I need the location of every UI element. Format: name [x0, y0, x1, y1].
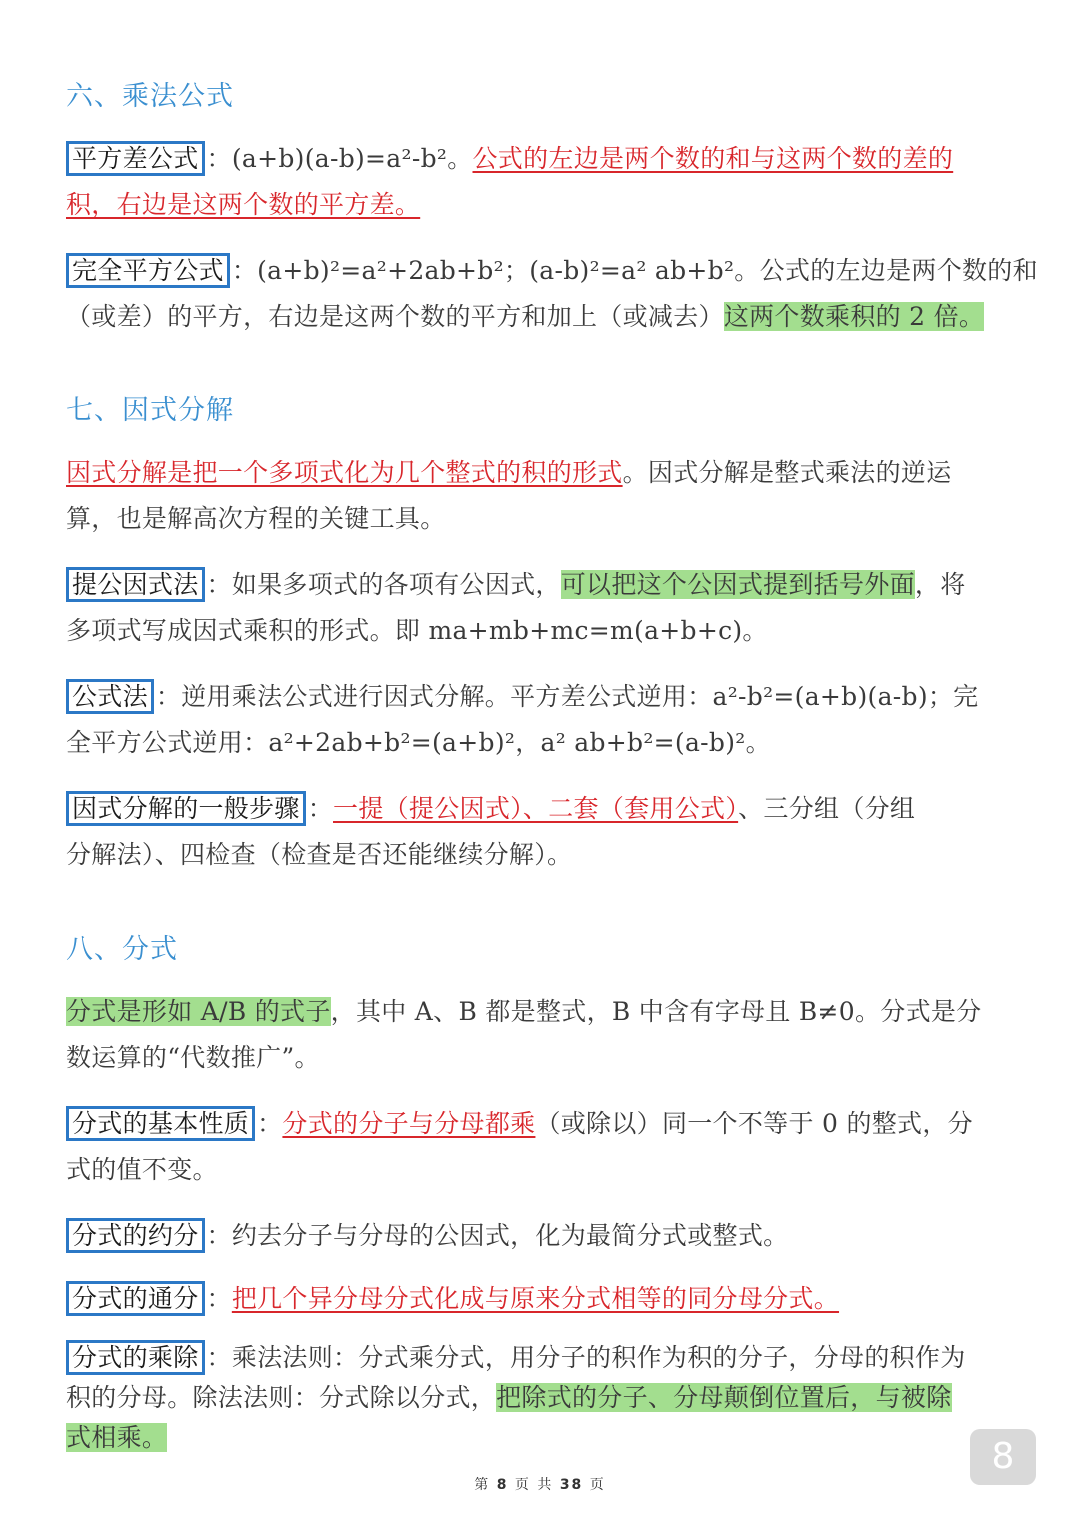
text: 多项式写成因式乘积的形式。即 ma+mb+mc=m(a+b+c)。: [66, 616, 768, 645]
section-title-fractions: 八、分式: [66, 934, 178, 965]
text: ：(a+b)²=a²+2ab+b²；(a-b)²=a² ab+b²。公式的左边是两个数的和: [231, 256, 1038, 285]
term-box: 分式的约分: [66, 1218, 205, 1253]
paragraph-difference-of-squares: [66, 136, 1014, 228]
text: ：: [206, 144, 232, 173]
text: ：约去分子与分母的公因式，化为最简分式或整式。: [206, 1221, 789, 1250]
page-footer: [0, 1474, 1080, 1494]
footer-suffix: 页: [589, 1477, 606, 1493]
text: （或差）的平方，右边是这两个数的平方和加上（或减去）: [66, 302, 724, 331]
term-box: 提公因式法: [66, 567, 205, 602]
text: （或除以）同一个不等于 0 的整式，分: [535, 1109, 973, 1138]
text: ，其中 A、B 都是整式，B 中含有字母且 B≠0。分式是分: [330, 997, 982, 1026]
term-box: 平方差公式: [66, 141, 205, 176]
text: 数运算的“代数推广”。: [66, 1043, 320, 1072]
red-underline-text: 把几个异分母分式化成与原来分式相等的同分母分式。: [231, 1284, 840, 1313]
page-number-badge: 8: [970, 1429, 1036, 1485]
paragraph-formula-method: [66, 674, 1014, 766]
text: 。因式分解是整式乘法的逆运: [622, 458, 952, 487]
footer-prefix: 第: [474, 1477, 491, 1493]
section-title-factorization: 七、因式分解: [66, 395, 234, 426]
text: ：: [206, 1284, 232, 1313]
footer-mid: 页 共: [514, 1477, 554, 1493]
text: 全平方公式逆用：a²+2ab+b²=(a+b)²，a² ab+b²=(a-b)²。: [66, 728, 771, 757]
green-highlight-text: 这两个数乘积的 2 倍。: [723, 302, 985, 331]
term-box: 公式法: [66, 679, 154, 714]
red-underline-text: 积，右边是这两个数的平方差。: [66, 190, 421, 219]
paragraph-fraction-definition: [66, 989, 1014, 1081]
red-underline-text: 因式分解是把一个多项式化为几个整式的积的形式: [66, 458, 623, 487]
paragraph-factorization-definition: [66, 450, 1014, 542]
term-box: 因式分解的一般步骤: [66, 791, 306, 826]
text: 、三分组（分组: [738, 794, 916, 823]
red-underline-text: 公式的左边是两个数的和与这两个数的差的: [472, 144, 954, 173]
text: 算，也是解高次方程的关键工具。: [66, 504, 446, 533]
text: 式的值不变。: [66, 1155, 218, 1184]
term-box: 分式的基本性质: [66, 1106, 255, 1141]
paragraph-perfect-square: [66, 248, 1038, 340]
formula-text: (a+b)(a-b)=a²-b²。: [231, 144, 473, 173]
text: ：: [307, 794, 334, 823]
text: ：: [257, 1109, 283, 1138]
paragraph-general-steps: [66, 786, 1014, 878]
text: ：逆用乘法公式进行因式分解。平方差公式逆用：a²-b²=(a+b)(a-b)；完: [155, 682, 979, 711]
text: 积的分母。除法法则：分式除以分式，: [66, 1383, 497, 1412]
footer-current-page: 8: [496, 1477, 509, 1493]
text: 分解法）、四检查（检查是否还能继续分解）。: [66, 840, 573, 869]
term-box: 分式的通分: [66, 1281, 205, 1316]
red-underline-text: 一提（提公因式）、二套（套用公式）: [333, 794, 739, 823]
term-box: 完全平方公式: [66, 253, 230, 288]
paragraph-fraction-reduction: [66, 1213, 1014, 1259]
green-highlight-text: 可以把这个公因式提到括号外面: [560, 570, 915, 599]
green-highlight-text: 分式是形如 A/B 的式子: [66, 997, 331, 1026]
paragraph-fraction-basic-property: [66, 1101, 1014, 1193]
green-highlight-text: 式相乘。: [66, 1423, 168, 1452]
text: ，将: [914, 570, 966, 599]
red-underline-text: 分式的分子与分母都乘: [282, 1109, 536, 1138]
section-title-multiplication-formulas: 六、乘法公式: [66, 81, 234, 112]
term-box: 分式的乘除: [66, 1340, 205, 1375]
paragraph-common-denominator: [66, 1276, 1014, 1322]
text: ：乘法法则：分式乘分式，用分子的积作为积的分子，分母的积作为: [206, 1343, 966, 1372]
paragraph-common-factor: [66, 562, 1014, 654]
paragraph-fraction-multiply-divide: [66, 1338, 1014, 1458]
text: ：如果多项式的各项有公因式，: [206, 570, 561, 599]
green-highlight-text: 把除式的分子、分母颠倒位置后，与被除: [496, 1383, 952, 1412]
footer-total-pages: 38: [559, 1477, 584, 1493]
